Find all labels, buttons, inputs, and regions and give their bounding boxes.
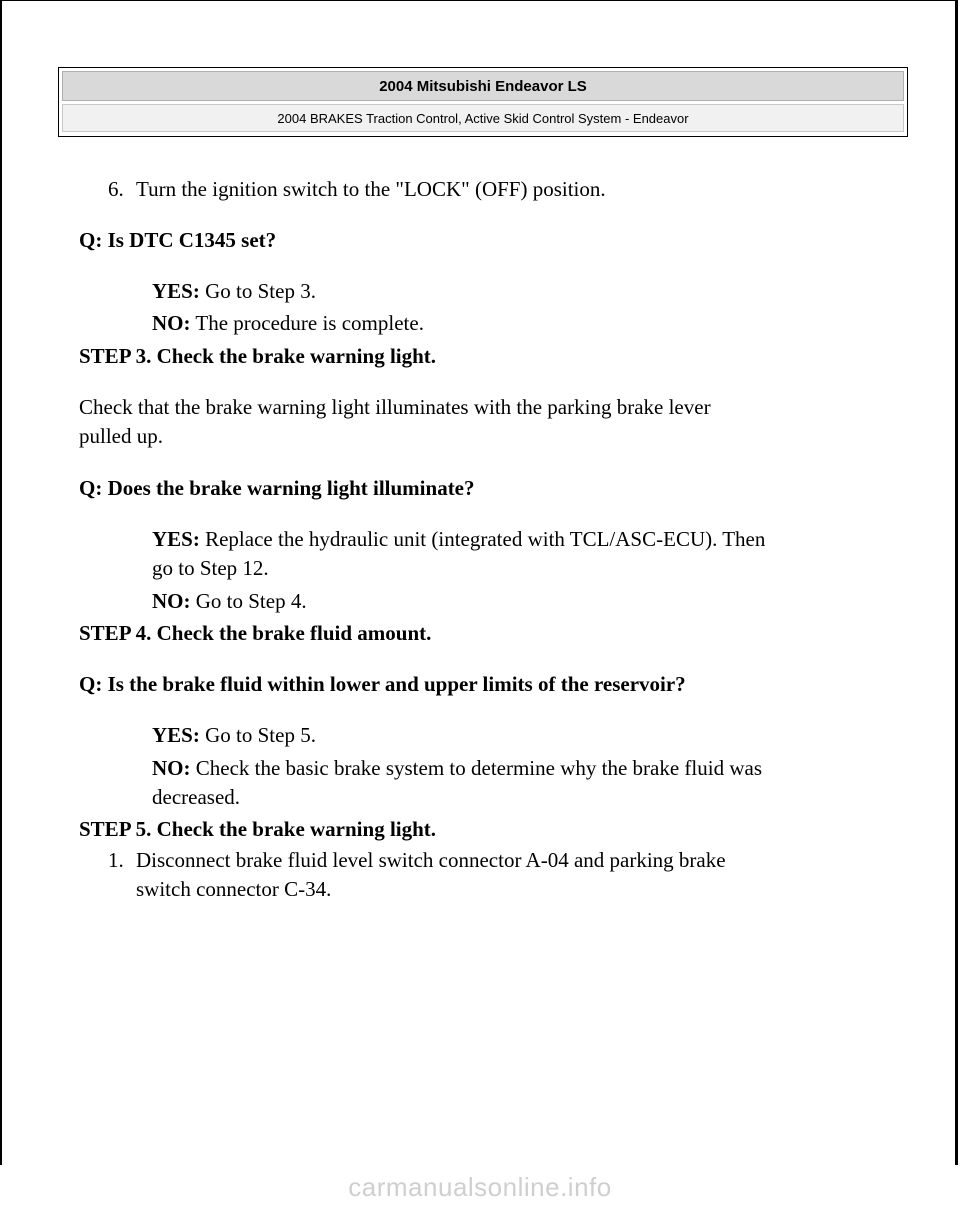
- answer-yes-q3: [152, 721, 316, 749]
- step5-item1-line1: Disconnect brake fluid level switch connector A-04 and parking brake: [136, 848, 726, 872]
- answer-no-q2: [152, 587, 307, 615]
- step5-heading: STEP 5. Check the brake warning light.: [79, 817, 437, 841]
- yes-text: Replace the hydraulic unit (integrated with TCL/ASC-ECU). Then: [205, 527, 766, 551]
- no-text: Check the basic brake system to determine why the brake fluid was: [195, 756, 762, 780]
- yes-label: YES:: [152, 279, 200, 303]
- step-item-6-text: Turn the ignition switch to the "LOCK" (OFF) position.: [136, 177, 606, 201]
- step3-paragraph-line2: pulled up.: [79, 424, 163, 448]
- no-text: Go to Step 4.: [195, 589, 307, 613]
- question-dtc-c1345: Q: Is DTC C1345 set?: [79, 228, 277, 252]
- answer-no-q3: [152, 754, 762, 782]
- step-item-6: [108, 175, 124, 203]
- yes-label: YES:: [152, 723, 200, 747]
- no-label: NO:: [152, 311, 191, 335]
- footer-watermark: carmanualsonline.info: [348, 1172, 612, 1202]
- answer-no-q1: [152, 309, 424, 337]
- yes-text: Go to Step 3.: [205, 279, 316, 303]
- document-header: [58, 67, 908, 137]
- header-subtitle: 2004 BRAKES Traction Control, Active Skid Control System - Endeavor: [62, 104, 904, 132]
- answer-no-q3-line2: decreased.: [152, 785, 241, 809]
- yes-label: YES:: [152, 527, 200, 551]
- question-warning-light: Q: Does the brake warning light illuminate?: [79, 476, 475, 500]
- step5-item1-number: 1.: [108, 848, 124, 872]
- step5-item1-line2: switch connector C-34.: [136, 877, 332, 901]
- header-title: 2004 Mitsubishi Endeavor LS: [62, 71, 904, 101]
- answer-yes-q2: [152, 525, 765, 553]
- no-label: NO:: [152, 756, 191, 780]
- step-item-6-number: 6.: [108, 177, 124, 201]
- no-text: The procedure is complete.: [195, 311, 424, 335]
- answer-yes-q2-line2: go to Step 12.: [152, 556, 269, 580]
- yes-text: Go to Step 5.: [205, 723, 316, 747]
- step3-heading: STEP 3. Check the brake warning light.: [79, 344, 437, 368]
- question-fluid-limits: Q: Is the brake fluid within lower and upper limits of the reservoir?: [79, 672, 686, 696]
- answer-yes-q1: [152, 277, 316, 305]
- step4-heading: STEP 4. Check the brake fluid amount.: [79, 621, 432, 645]
- no-label: NO:: [152, 589, 191, 613]
- step3-paragraph-line1: Check that the brake warning light illuminates with the parking brake lever: [79, 395, 711, 419]
